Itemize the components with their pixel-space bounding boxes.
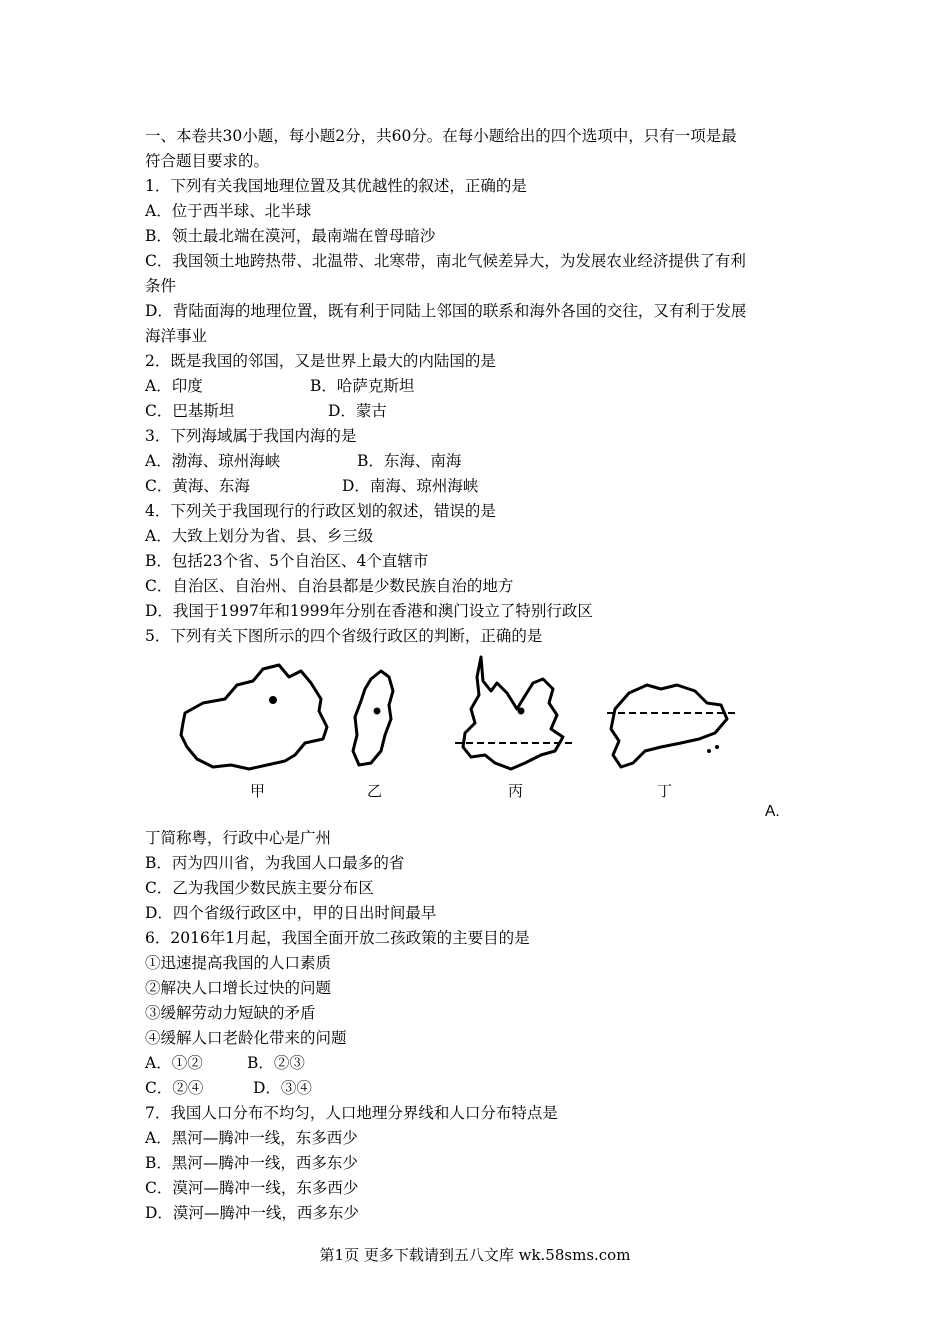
province-maps-figure [145,651,805,826]
question-stem: 2．既是我国的邻国，又是世界上最大的内陆国的是 [145,352,496,370]
map-label-yi: 乙 [367,782,383,800]
option-a: A．①② [145,1054,203,1072]
option-b: B．哈萨克斯坦 [310,377,415,395]
island-dot [707,749,711,753]
option-b: B．领土最北端在漠河，最南端在曾母暗沙 [145,227,436,245]
question-5 [145,624,805,926]
exam-page [145,124,805,1226]
option-d: D．蒙古 [328,402,387,420]
map-label-bing: 丙 [508,782,524,800]
question-stem: 6．2016年1月起，我国全面开放二孩政策的主要目的是 [145,929,530,947]
option-b: B．丙为四川省，为我国人口最多的省 [145,854,405,872]
option-b: B．②③ [247,1054,305,1072]
option-d-line-2: 海洋事业 [145,327,208,345]
question-2 [145,349,805,424]
province-outlines [145,651,805,826]
option-d: D．③④ [253,1079,312,1097]
section-intro-line-2: 符合题目要求的。 [145,152,270,170]
option-c-line-1: C．我国领土地跨热带、北温带、北寒带，南北气候差异大，为发展农业经济提供了有利 [145,252,746,270]
option-a: 丁简称粤，行政中心是广州 [145,829,332,847]
option-b: B．包括23个省、5个自治区、4个直辖市 [145,552,429,570]
option-a-prefix: A. [765,803,780,820]
option-b: B．黑河—腾冲一线，西多东少 [145,1154,358,1172]
option-c-line-2: 条件 [145,277,177,295]
question-stem: 7．我国人口分布不均匀，人口地理分界线和人口分布特点是 [145,1104,558,1122]
map-ding-outline [611,685,727,767]
question-3 [145,424,805,499]
option-c: C．乙为我国少数民族主要分布区 [145,879,374,897]
capital-dot-yi [374,708,381,715]
option-c: C．自治区、自治州、自治县都是少数民族自治的地方 [145,577,514,595]
map-label-ding: 丁 [657,782,673,800]
question-6 [145,926,805,1101]
statement-2: ②解决人口增长过快的问题 [145,979,332,997]
statement-3: ③缓解劳动力短缺的矛盾 [145,1004,316,1022]
map-jia-outline [181,665,327,769]
question-stem: 1．下列有关我国地理位置及其优越性的叙述，正确的是 [145,177,527,195]
map-bing-outline [463,657,563,769]
capital-dot-bing [518,708,525,715]
page-footer: 第1页 更多下载请到五八文库 wk.58sms.com [319,1246,631,1264]
option-a: A．渤海、琼州海峡 [145,452,281,470]
statement-1: ①迅速提高我国的人口素质 [145,954,332,972]
option-d: D．南海、琼州海峡 [342,477,479,495]
option-c: C．巴基斯坦 [145,402,235,420]
capital-dot-jia [269,696,277,704]
option-d-line-1: D．背陆面海的地理位置，既有利于同陆上邻国的联系和海外各国的交往，又有利于发展 [145,302,747,320]
map-label-jia: 甲 [250,782,266,800]
question-1 [145,174,805,349]
section-intro-line-1: 一、本卷共30小题，每小题2分，共60分。在每小题给出的四个选项中，只有一项是最 [145,127,737,145]
island-dot [715,745,719,749]
question-7 [145,1101,805,1226]
option-d: D．四个省级行政区中，甲的日出时间最早 [145,904,437,922]
option-d: D．我国于1997年和1999年分别在香港和澳门设立了特别行政区 [145,602,593,620]
question-stem: 5．下列有关下图所示的四个省级行政区的判断，正确的是 [145,627,543,645]
option-a: A．印度 [145,377,203,395]
statement-4: ④缓解人口老龄化带来的问题 [145,1029,347,1047]
question-4 [145,499,805,624]
option-d: D．漠河—腾冲一线，西多东少 [145,1204,359,1222]
option-a: A．大致上划分为省、县、乡三级 [145,527,374,545]
map-yi-outline [353,671,393,765]
option-a: A．位于西半球、北半球 [145,202,312,220]
question-stem: 4．下列关于我国现行的行政区划的叙述，错误的是 [145,502,496,520]
option-c: C．②④ [145,1079,204,1097]
option-c: C．黄海、东海 [145,477,250,495]
option-b: B．东海、南海 [357,452,462,470]
option-a: A．黑河—腾冲一线，东多西少 [145,1129,358,1147]
question-stem: 3．下列海域属于我国内海的是 [145,427,357,445]
option-c: C．漠河—腾冲一线，东多西少 [145,1179,359,1197]
